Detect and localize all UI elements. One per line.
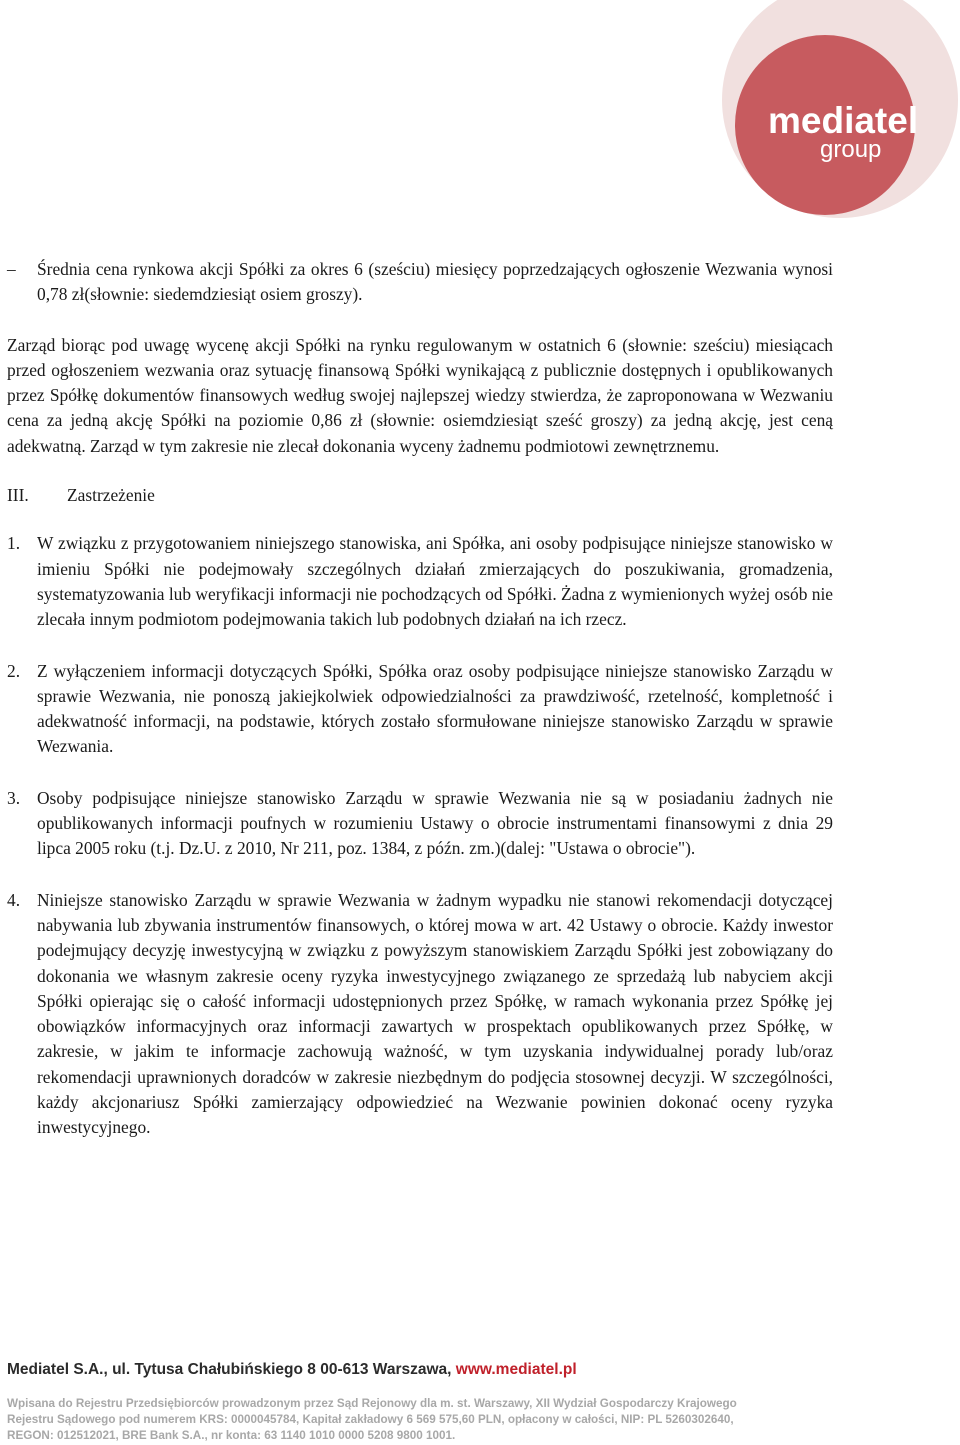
logo-brand-text: mediatel: [768, 100, 919, 141]
list-item-number: 2.: [7, 660, 21, 681]
page-footer: [7, 1361, 957, 1444]
list-item-number: 4.: [7, 889, 21, 910]
list-item-text: Niniejsze stanowisko Zarządu w sprawie Wezwania w żadnym wypadku nie stanowi rekomendacji dotyczącej nabywania lub zbywania instrumentów finansowych, o której mowa w art. 42 Ustawy o obrocie. Każdy inwestor podejmujący decyzję inwestycyjną w związku z powyższym stanowiskiem Zarządu Spółki jest zobowiązany do dokonania we własnym zakresie oceny ryzyka inwestycyjnego związanego ze sprzedażą lub nabyciem akcji Spółki opierając się o całość informacji udostępnionych przez Spółkę, w ramach wykonania przez Spółkę jej obowiązków informacyjnych oraz informacji zawartych w prospektach opublikowanych przez Spółkę, w zakresie, w jakim te informacje zachowują ważność, w tym uzyskania indywidualnej porady lub/oraz rekomendacji uprawnionych doradców w zakresie niezbędnym do podjęcia stosownej decyzji. W szczególności, każdy akcjonariusz Spółki zamierzający odpowiedzieć na Wezwanie powinien dokonać oceny ryzyka inwestycyjnego.: [37, 889, 833, 1138]
footer-registry-line: Rejestru Sądowego pod numerem KRS: 0000045784, Kapitał zakładowy 6 569 575,60 PLN, opłacony w całości, NIP: PL 5260302640,: [7, 1413, 734, 1426]
list-item-text: Z wyłączeniem informacji dotyczących Spółki, Spółka oraz osoby podpisujące niniejsze stanowisko Zarządu w sprawie Wezwania, nie ponoszą jakiejkolwiek odpowiedzialności za prawdziwość, rzetelność, kompletność i adekwatność informacji, na podstawie, których zostało sformułowane niniejsze stanowisko Zarządu w sprawie Wezwania.: [37, 660, 833, 757]
footer-registry: [7, 1396, 957, 1444]
footer-registry-line: Wpisana do Rejestru Przedsiębiorców prowadzonym przez Sąd Rejonowy dla m. st. Warszawy, XII Wydział Gospodarczy Krajowego: [7, 1397, 737, 1410]
board-valuation-paragraph: Zarząd biorąc pod uwagę wycenę akcji Spółki na rynku regulowanym w ostatnich 6 (słownie: sześciu) miesiącach przed ogłoszeniem wezwania oraz sytuację finansową Spółki wynikającą z publicznie dostępnych i opublikowanych przez Spółkę dokumentów finansowych według swojej najlepszej wiedzy stwierdza, że zaproponowana w Wezwaniu cena za jedną akcję Spółki na poziomie 0,86 zł (słownie: osiemdziesiąt sześć groszy) za jedną akcję, jest ceną adekwatną. Zarząd w tym zakresie nie zlecał dokonania wyceny żadnemu podmiotowi zewnętrznemu.: [7, 334, 833, 456]
list-item: [7, 888, 833, 1141]
list-item-text: W związku z przygotowaniem niniejszego stanowiska, ani Spółka, ani osoby podpisujące niniejsze stanowisko w imieniu Spółki nie podejmowały szczególnych działań zmierzających do poszukiwania, gromadzenia, systematyzowania lub weryfikacji informacji nie pochodzących od Spółki. Żadna z wymienionych wyżej osób nie zlecała innym podmiotom podejmowania takich lub podobnych działań na ich rzecz.: [37, 533, 833, 630]
section-title: Zastrzeżenie: [67, 485, 155, 506]
section-heading: [7, 483, 833, 508]
list-item: [7, 531, 833, 632]
logo-subbrand-text: group: [820, 136, 882, 163]
document-body: [7, 257, 833, 1141]
mediatel-group-logo: [720, 0, 960, 220]
price-bullet: [7, 257, 833, 308]
section-number: III.: [7, 485, 29, 506]
footer-website-link[interactable]: www.mediatel.pl: [455, 1361, 577, 1378]
footer-address: Mediatel S.A., ul. Tytusa Chałubińskiego 8 00-613 Warszawa,: [7, 1361, 456, 1378]
footer-address-line: [7, 1361, 957, 1379]
bullet-dash: –: [7, 259, 16, 279]
footer-registry-line: REGON: 012512021, BRE Bank S.A., nr konta: 63 1140 1010 0000 5208 9800 1001.: [7, 1429, 456, 1442]
list-item-number: 3.: [7, 787, 21, 808]
list-item-number: 1.: [7, 533, 21, 554]
bullet-text: Średnia cena rynkowa akcji Spółki za okres 6 (sześciu) miesięcy poprzedzających ogłoszenie Wezwania wynosi 0,78 zł(słownie: siedemdziesiąt osiem groszy).: [37, 259, 833, 305]
list-item: [7, 659, 833, 760]
list-item: [7, 786, 833, 862]
list-item-text: Osoby podpisujące niniejsze stanowisko Zarządu w sprawie Wezwania nie są w posiadaniu żadnych nie opublikowanych informacji poufnych w rozumieniu Ustawy o obrocie instrumentami finansowymi z dnia 29 lipca 2005 roku (t.j. Dz.U. z 2010, Nr 211, poz. 1384, z późn. zm.)(dalej: "Ustawa o obrocie").: [37, 787, 833, 859]
